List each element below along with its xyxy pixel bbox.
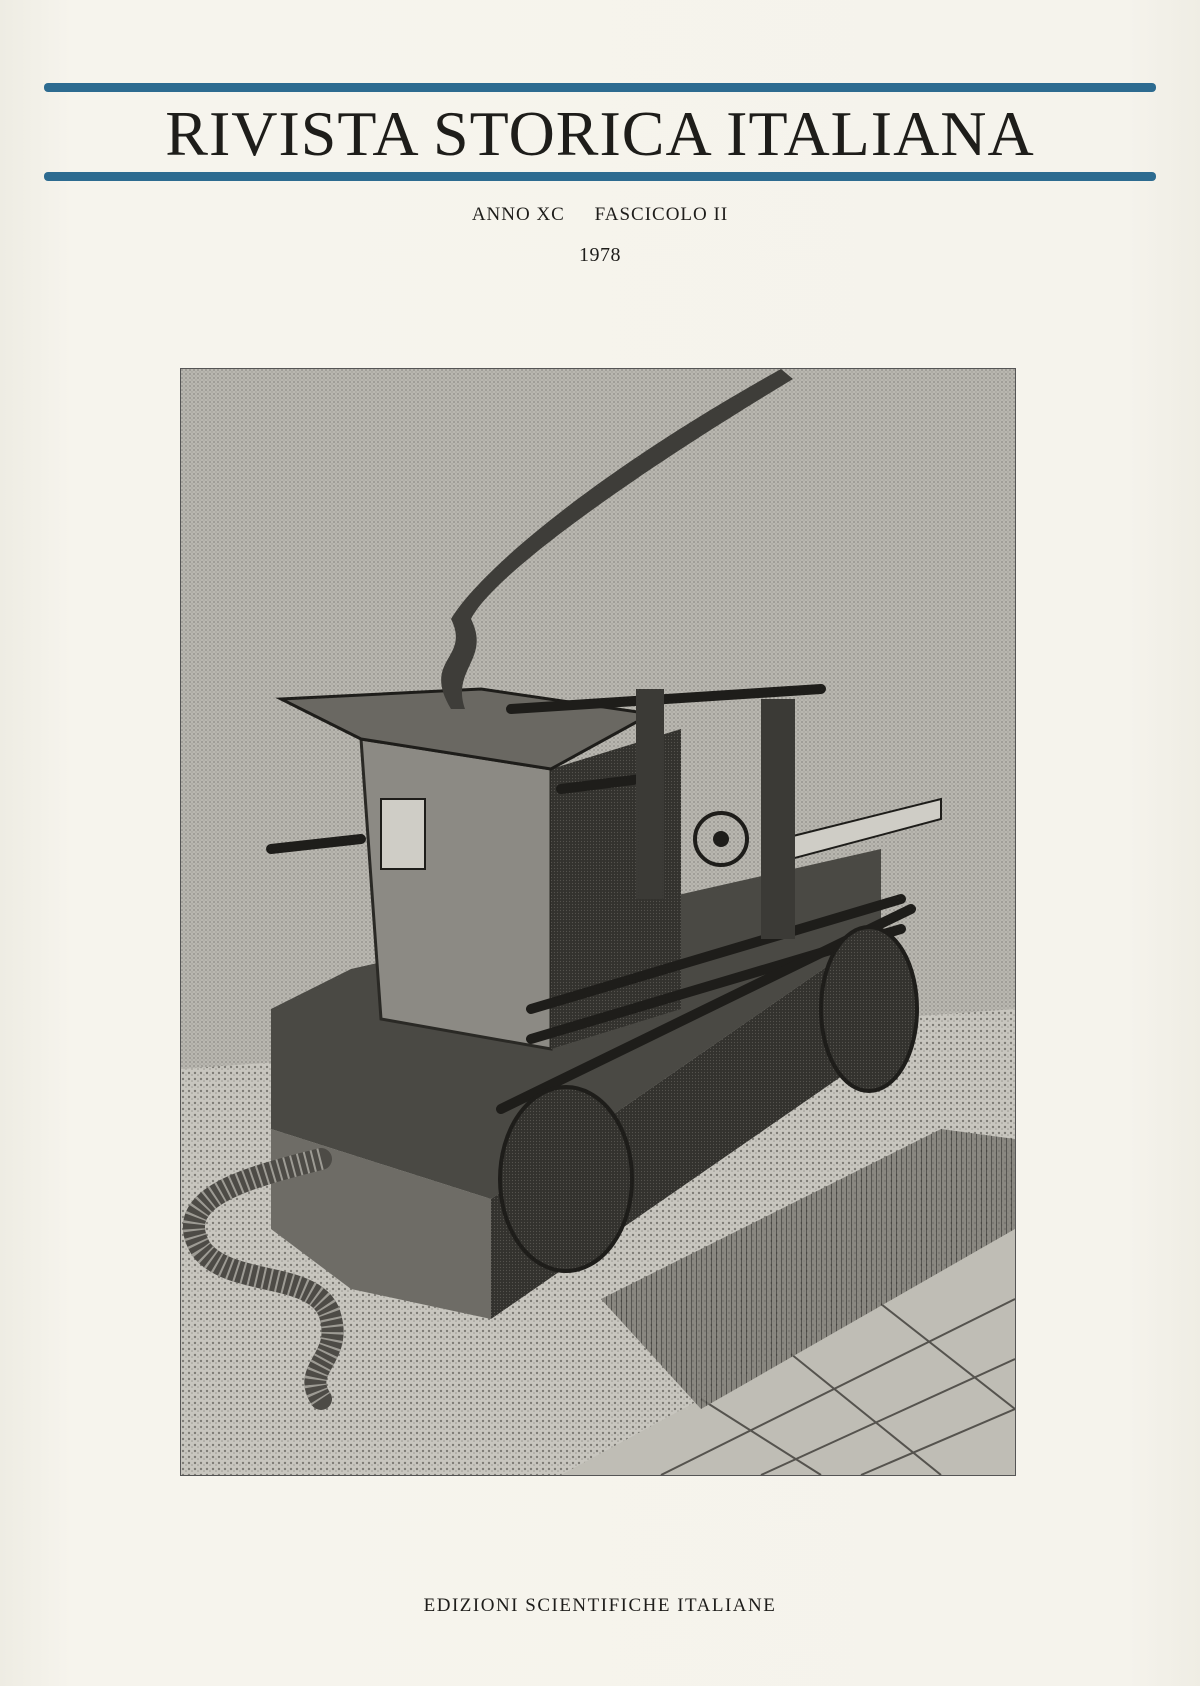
- upright-left: [636, 689, 664, 899]
- rear-wheel: [821, 927, 917, 1091]
- issue-line: [0, 204, 1200, 226]
- bottom-blue-rule: [44, 172, 1156, 181]
- publisher-name: EDIZIONI SCIENTIFICHE ITALIANE: [423, 1595, 777, 1616]
- tower-plate: [381, 799, 425, 869]
- journal-title: RIVISTA STORICA ITALIANA: [165, 98, 1035, 169]
- volume-label: ANNO XC: [471, 204, 565, 225]
- upright-right: [761, 699, 795, 939]
- top-blue-rule: [44, 83, 1156, 92]
- gear-hub: [713, 831, 729, 847]
- issue-number-label: FASCICOLO II: [594, 204, 729, 225]
- pump-tower-side: [361, 739, 551, 1049]
- cover-illustration: [180, 368, 1016, 1476]
- front-wheel: [500, 1087, 632, 1271]
- issue-year: 1978: [579, 244, 621, 266]
